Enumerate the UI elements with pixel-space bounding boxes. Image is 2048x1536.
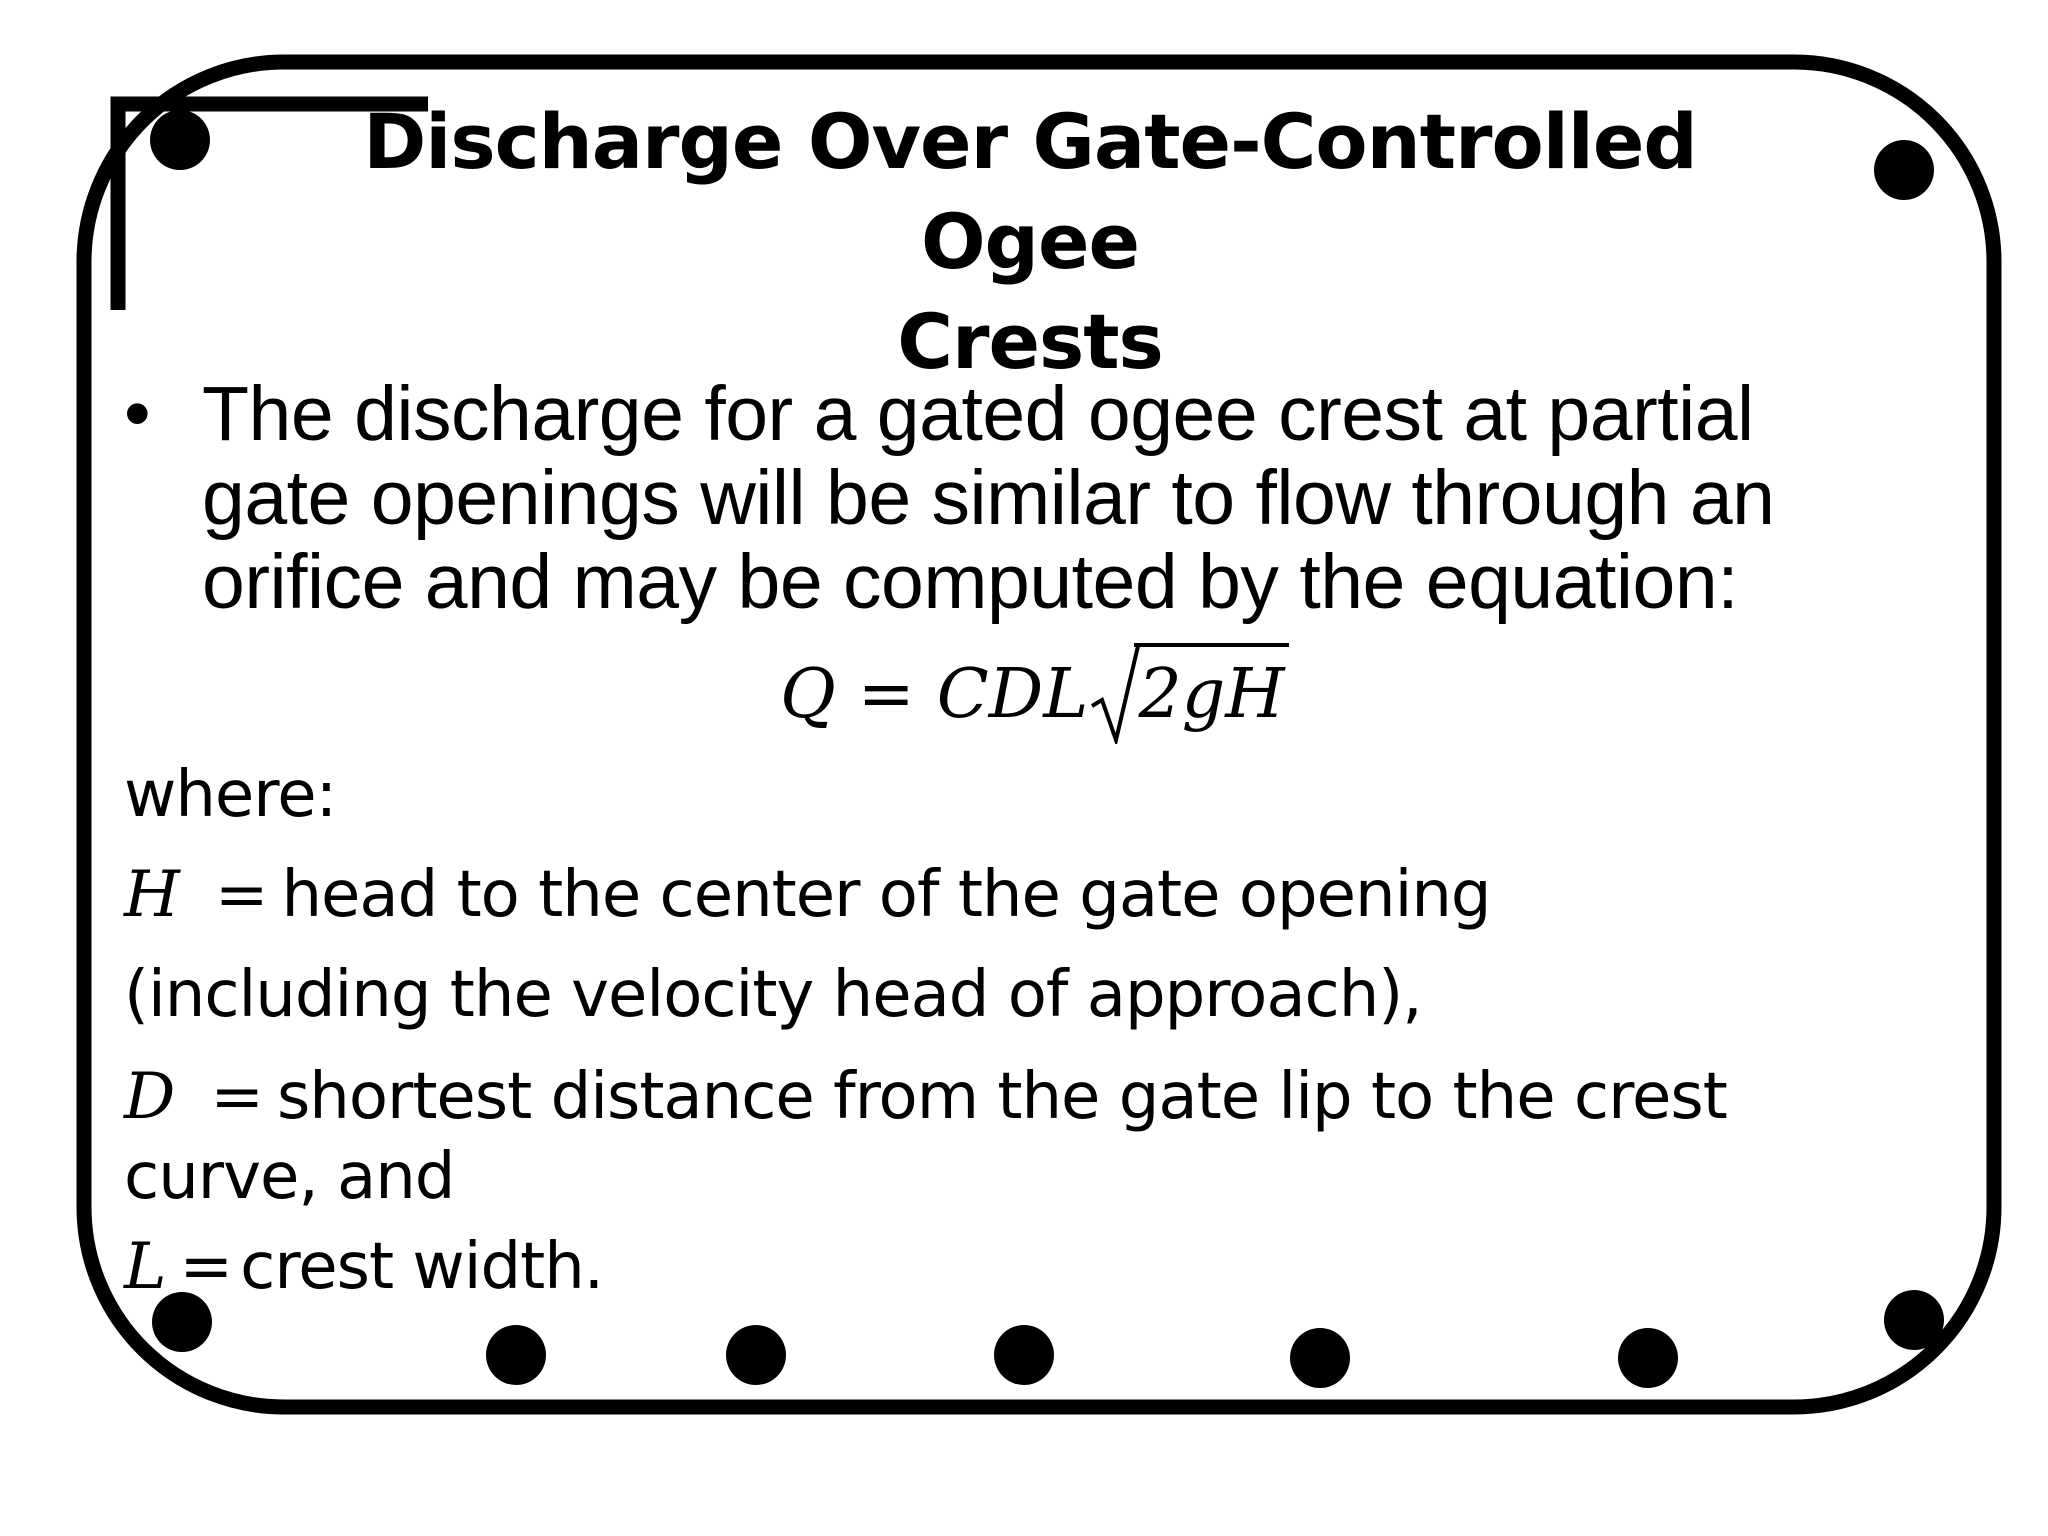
variable-definitions [124, 745, 1884, 1317]
equals-sign: = [214, 858, 268, 932]
equation-factors: CDL [936, 655, 1089, 734]
bottom-dot [1290, 1328, 1350, 1388]
symbol-d: D [124, 1060, 175, 1134]
definition-h-text: head to the center of the gate opening [281, 858, 1491, 932]
definition-d-continuation: curve, and [124, 1140, 455, 1214]
corner-dot-bottom-right [1884, 1290, 1944, 1350]
bottom-dot [1618, 1328, 1678, 1388]
bullet-text: The discharge for a gated ogee crest at partial gate openings will be similar to flow through an orifice and may be computed by the equation: [202, 371, 1775, 625]
definition-d [124, 1057, 1884, 1137]
corner-dot-top-right [1874, 140, 1934, 200]
equation-sign: = [857, 655, 915, 734]
bottom-dot [994, 1325, 1054, 1385]
equals-sign: = [210, 1060, 263, 1134]
equation-lhs: Q [780, 655, 836, 734]
square-root [1088, 640, 1294, 750]
bottom-dot [486, 1325, 546, 1385]
definition-h [124, 845, 1884, 945]
definition-l-text: crest width. [240, 1230, 604, 1304]
definition-h-continuation: (including the velocity head of approach), [124, 958, 1422, 1032]
equals-sign: = [179, 1230, 233, 1304]
symbol-l: L [124, 1230, 166, 1304]
bullet-marker: • [124, 371, 151, 456]
definition-d-text: shortest distance from the gate lip to the crest [276, 1060, 1727, 1134]
symbol-h: H [124, 858, 179, 932]
definition-l [124, 1217, 1884, 1317]
bottom-dot [726, 1325, 786, 1385]
slide-title-line2: Crests [897, 297, 1163, 386]
corner-dot-top-left [150, 110, 210, 170]
where-label: where: [124, 758, 337, 832]
slide-title [300, 92, 1760, 392]
radical-sign [1088, 644, 1142, 744]
discharge-equation [780, 640, 1295, 750]
slide-title-line1: Discharge Over Gate-Controlled Ogee [363, 97, 1697, 286]
bullet-point [118, 372, 1878, 624]
equation-radicand: 2gH [1134, 643, 1288, 743]
